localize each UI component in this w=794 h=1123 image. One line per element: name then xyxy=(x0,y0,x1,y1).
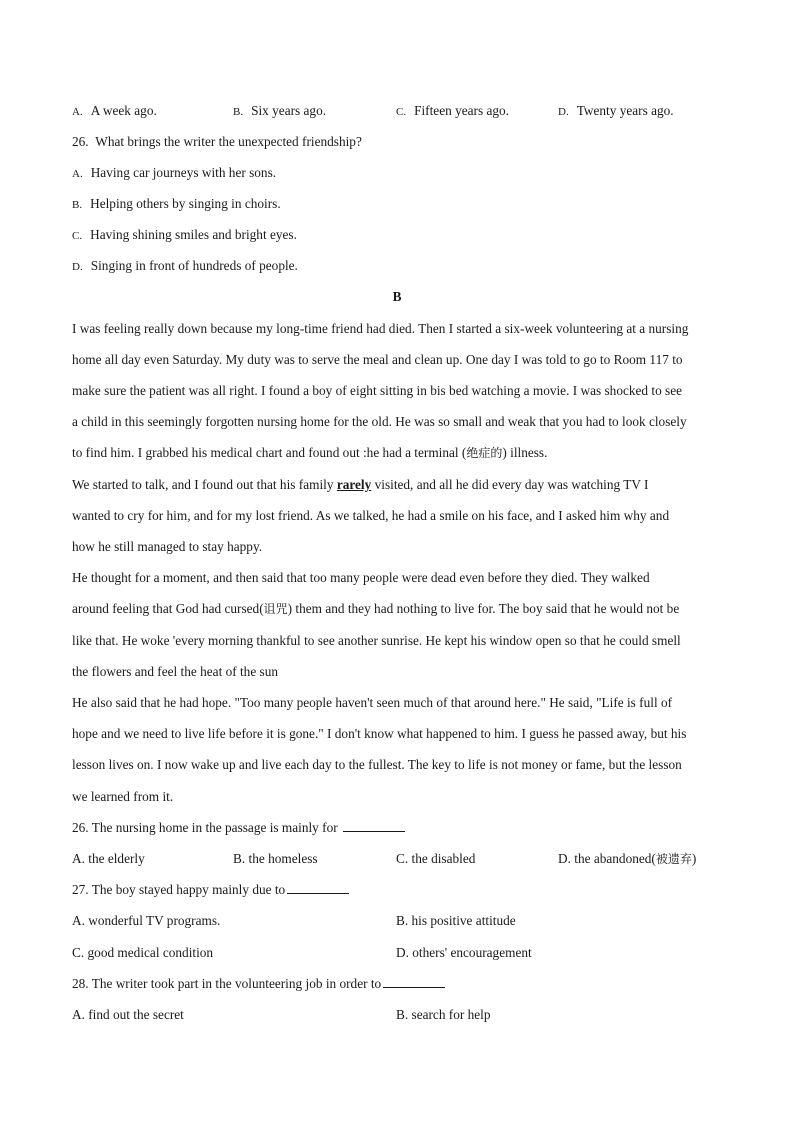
passage-line xyxy=(72,600,734,618)
question-26b xyxy=(72,819,734,837)
passage-line: a child in this seemingly forgotten nursing home for the old. He was so small and weak that you had to look closely xyxy=(72,414,687,429)
option-text: D. the abandoned( xyxy=(558,851,656,866)
q27-option-c: C. good medical condition xyxy=(72,945,214,960)
answer-blank xyxy=(287,881,349,894)
passage-line: lesson lives on. I now wake up and live each day to the fullest. The key to life is not money or fame, but the lesson xyxy=(72,757,682,772)
option-text: Fifteen years ago. xyxy=(414,103,509,118)
q26b-option-d xyxy=(558,850,696,868)
chinese-gloss: 被遗弃 xyxy=(655,852,692,866)
highlighted-word: rarely xyxy=(336,477,372,492)
option-text: Having shining smiles and bright eyes. xyxy=(90,227,297,242)
q27-option-d: D. others' encouragement xyxy=(396,945,532,960)
passage-line: I was feeling really down because my long-time friend had died. Then I started a six-week volunteering at a nursing xyxy=(72,321,689,336)
option-text: Twenty years ago. xyxy=(576,103,674,118)
passage-line: make sure the patient was all right. I found a boy of eight sitting in bis bed watching a movie. I was shocked to see xyxy=(72,383,683,398)
q26a-option-c xyxy=(72,226,297,245)
passage-text: visited, and all he did every day was watching TV I xyxy=(371,477,649,492)
passage-line: hope and we need to live life before it is gone." I don't know what happened to him. I guess he passed away, but his xyxy=(72,726,687,741)
option-text: Helping others by singing in choirs. xyxy=(90,196,281,211)
option-label: C. xyxy=(396,106,407,118)
option-text: A week ago. xyxy=(90,103,157,118)
answer-blank xyxy=(343,819,405,832)
passage-text: ) them and they had nothing to live for. The boy said that he would not be xyxy=(287,601,680,616)
passage-line: home all day even Saturday. My duty was to serve the meal and clean up. One day I was told to go to Room 117 to xyxy=(72,352,683,367)
option-text: Six years ago. xyxy=(251,103,327,118)
passage-line xyxy=(72,444,734,462)
passage-line: wanted to cry for him, and for my lost friend. As we talked, he had a smile on his face, and I asked him why and xyxy=(72,508,670,523)
option-text: ) xyxy=(691,851,697,866)
option-label: C. xyxy=(72,230,83,242)
q26b-option-b: B. the homeless xyxy=(233,851,318,866)
option-label: D. xyxy=(558,106,569,118)
passage-text: We started to talk, and I found out that his family xyxy=(72,477,337,492)
question-text: 28. The writer took part in the volunteering job in order to xyxy=(72,976,382,991)
passage-line: He also said that he had hope. "Too many people haven't seen much of that around here." He said, "Life is full of xyxy=(72,695,673,710)
q26b-option-a: A. the elderly xyxy=(72,851,145,866)
q28-option-b: B. search for help xyxy=(396,1007,491,1022)
passage-text: around feeling that God had cursed( xyxy=(72,601,264,616)
passage-line: how he still managed to stay happy. xyxy=(72,539,263,554)
question-26a: 26. What brings the writer the unexpected friendship? xyxy=(72,134,362,149)
chinese-gloss: 诅咒 xyxy=(263,602,288,616)
question-text: 26. The nursing home in the passage is mainly for xyxy=(72,820,338,835)
option-text: Having car journeys with her sons. xyxy=(90,165,277,180)
passage-line: He thought for a moment, and then said that too many people were dead even before they died. They walked xyxy=(72,570,650,585)
passage-line: like that. He woke 'every morning thankful to see another sunrise. He kept his window open so that he could smell xyxy=(72,633,681,648)
q26a-option-a xyxy=(72,164,276,183)
passage-line xyxy=(72,476,734,494)
question-27 xyxy=(72,881,734,899)
option-label: B. xyxy=(233,106,244,118)
q26a-option-b xyxy=(72,195,281,214)
q27-option-a: A. wonderful TV programs. xyxy=(72,913,221,928)
q25-option-b xyxy=(233,102,326,121)
q27-option-b: B. his positive attitude xyxy=(396,913,516,928)
chinese-gloss: 绝症的 xyxy=(466,446,503,460)
q28-option-a: A. find out the secret xyxy=(72,1007,184,1022)
option-label: D. xyxy=(72,261,83,273)
answer-blank xyxy=(383,975,445,988)
option-label: B. xyxy=(72,199,83,211)
question-text: 27. The boy stayed happy mainly due to xyxy=(72,882,286,897)
passage-line: the flowers and feel the heat of the sun xyxy=(72,664,279,679)
q25-option-c xyxy=(396,102,509,121)
question-28 xyxy=(72,975,734,993)
option-label: A. xyxy=(72,106,83,118)
passage-text: to find him. I grabbed his medical chart and found out :he had a terminal ( xyxy=(72,445,467,460)
section-heading: B xyxy=(392,289,402,304)
passage-line: we learned from it. xyxy=(72,789,174,804)
q25-option-a xyxy=(72,102,157,121)
q25-option-d xyxy=(558,102,674,121)
q26b-option-c: C. the disabled xyxy=(396,851,476,866)
passage-text: ) illness. xyxy=(502,445,548,460)
option-label: A. xyxy=(72,168,83,180)
option-text: Singing in front of hundreds of people. xyxy=(90,258,298,273)
q26a-option-d xyxy=(72,257,298,276)
